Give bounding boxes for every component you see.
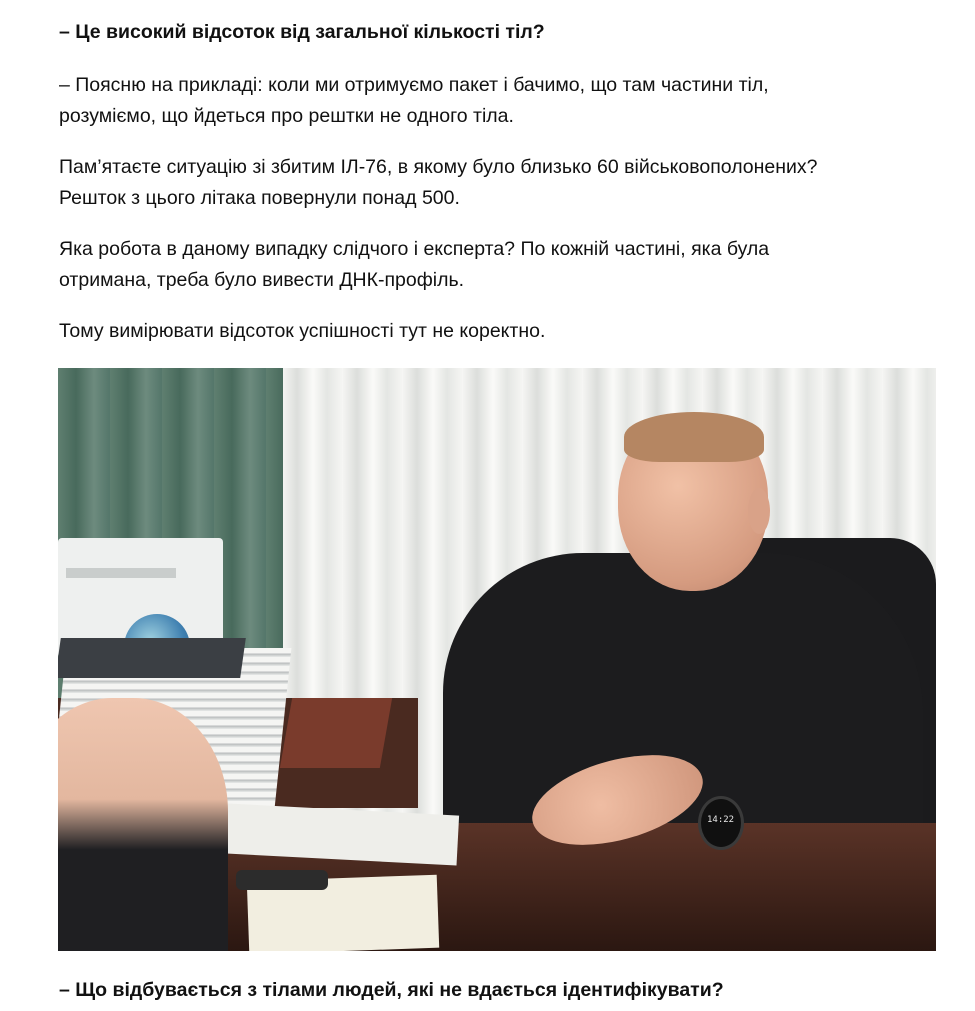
answer-paragraph-line: Тому вимірювати відсоток успішності тут не коректно.: [59, 320, 546, 342]
photo-interviewer-silhouette: [58, 698, 228, 951]
answer-paragraph-line: Яка робота в даному випадку слідчого і експерта? По кожній частині, яка була: [59, 238, 770, 260]
photo-watch: [698, 796, 744, 850]
interview-question: – Це високий відсоток від загальної кількості тіл?: [59, 21, 545, 43]
photo-man-ear: [748, 488, 770, 534]
answer-paragraph-line: Пам’ятаєте ситуацію зі збитим ІЛ-76, в якому було близько 60 військовополонених?: [59, 156, 818, 178]
photo-recorder: [236, 870, 328, 890]
answer-paragraph-line: – Поясню на прикладі: коли ми отримуємо пакет і бачимо, що там частини тіл,: [59, 74, 769, 96]
answer-paragraph-line: Решток з цього літака повернули понад 500.: [59, 187, 460, 209]
watch-time: 14:22: [707, 815, 735, 825]
interview-question: – Що відбувається з тілами людей, які не вдається ідентифікувати?: [59, 979, 724, 1001]
interview-photo: [58, 368, 936, 951]
photo-binder: [58, 638, 246, 678]
answer-paragraph-line: розуміємо, що йдеться про рештки не одного тіла.: [59, 105, 514, 127]
answer-paragraph-line: отримана, треба було вивести ДНК-профіль.: [59, 269, 465, 291]
photo-printer-slot: [66, 568, 176, 578]
photo-man-hair: [624, 412, 764, 462]
photo-folders: [280, 698, 392, 768]
